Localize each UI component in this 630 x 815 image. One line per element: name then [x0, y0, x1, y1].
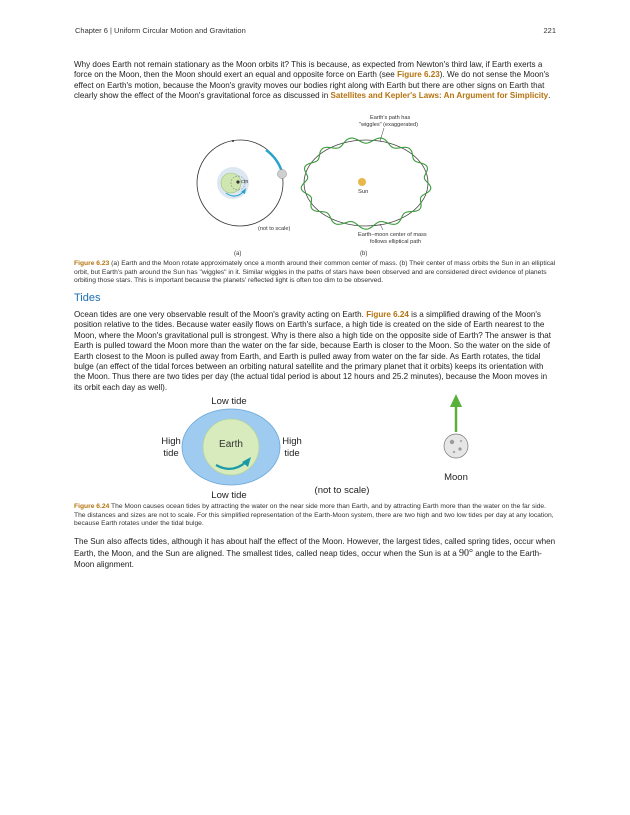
cm-marker	[236, 180, 239, 183]
figure-6-23-caption: Figure 6.23 (a) Earth and the Moon rotate approximately once a month around their common center of mass. (b) Their center of mass orbits the Sun in an elliptical orbit, but Earth's path around the Sun has "wiggles" in it. Similar wiggles in the paths of stars have been observed and are considered direct evidence of planets orbiting those stars. This is important because the planets' reflected light is often too dim to be observed.	[74, 260, 556, 285]
moon-sphere	[278, 170, 287, 179]
moon-orbit-marker	[232, 140, 234, 142]
satellites-kepler-link[interactable]: Satellites and Kepler's Laws: An Argument for Simplicity	[330, 91, 549, 101]
high-tide-left-label-2: tide	[163, 448, 179, 459]
sun-label: Sun	[358, 189, 369, 195]
moon-motion-arrowhead	[450, 394, 462, 407]
high-tide-right-label-2: tide	[284, 448, 300, 459]
earth-label: Earth	[219, 439, 243, 450]
not-to-scale-tides: (not to scale)	[314, 485, 370, 496]
figure-6-23-link[interactable]: Figure 6.23	[397, 70, 440, 80]
panel-a-label: (a)	[234, 251, 242, 257]
chapter-title: Chapter 6 | Uniform Circular Motion and Gravitation	[75, 26, 246, 35]
figure-6-24-caption-label: Figure 6.24	[74, 503, 110, 510]
low-tide-top-label: Low tide	[211, 396, 247, 407]
moon-orbit-arc	[266, 150, 282, 172]
moon-crater-2	[458, 447, 461, 450]
figure-6-24-link[interactable]: Figure 6.24	[366, 310, 409, 319]
ninety-degree-angle: 90°	[459, 547, 473, 559]
tides-paragraph: Ocean tides are one very observable result of the Moon's gravity acting on Earth. Figure 6.24 is a simplified drawing of the Moon's position relative to the tides. Because water easily flows on Earth's surface, a high tide is created on the side of Earth nearest to the Moon, where the Moon's gravitational pull is strongest. Why is there also a high tide on the opposite side of Earth? The answer is that Earth is pulled toward the Moon more than the water on the far side, because Earth is closer to the Moon. So the water on the side of Earth closest to the Moon is pulled away from Earth, and Earth is pulled away from water on the far side. As Earth rotates, the tidal bulge (an effect of the tidal forces between an orbiting natural satellite and the primary planet that it orbits) keeps its orientation with the Moon. Thus there are two tides per day (the actual tidal period is about 12 hours and 25.2 minutes), because the Moon moves in its orbit each day as well).	[74, 310, 551, 392]
figure-6-23-caption-label: Figure 6.23	[74, 260, 110, 267]
moon-crater-3	[453, 451, 455, 453]
cm-path-label-2: follows elliptical path	[370, 239, 421, 245]
moon-crater-4	[460, 440, 462, 442]
tides-section-title: Tides	[74, 292, 101, 304]
cm-elliptical-orbit	[304, 140, 428, 226]
high-tide-left-label-1: High	[161, 436, 181, 447]
moon-crater-1	[450, 440, 454, 444]
moon-label: Moon	[444, 472, 468, 483]
not-to-scale-a: (not to scale)	[258, 226, 291, 232]
earth-path-label-2: "wiggles" (exaggerated)	[359, 122, 419, 128]
panel-b-label: (b)	[360, 251, 368, 257]
earth-path-label-1: Earth's path has	[370, 115, 411, 121]
figure-6-24-caption: Figure 6.24 The Moon causes ocean tides by attracting the water on the near side more than Earth, and by attracting Earth more than the water on the far side. The distances and sizes are not to scale. For this simplified representation of the Earth-Moon system, there are two high and two low tides per day at any location, because Earth rotates under the tidal bulge.	[74, 503, 554, 528]
high-tide-right-label-1: High	[282, 436, 302, 447]
low-tide-bottom-label: Low tide	[211, 490, 247, 501]
sun-disc	[358, 178, 366, 186]
cm-label: cm	[241, 179, 249, 185]
page-number: 221	[543, 26, 556, 35]
cm-path-label-1: Earth–moon center of mass	[358, 232, 427, 238]
moon-body	[444, 434, 468, 458]
closing-paragraph: The Sun also affects tides, although it has about half the effect of the Moon. However, the largest tides, called spring tides, occur when Earth, the Moon, and the Sun are aligned. The smallest tides, called neap tides, occur when the Sun is at a 90° angle to the Earth-Moon alignment.	[74, 537, 556, 569]
earth-wiggle-path	[301, 138, 431, 229]
intro-paragraph: Why does Earth not remain stationary as the Moon orbits it? This is because, as expected from Newton's third law, if Earth exerts a force on the Moon, then the Moon should exert an equal and opposite force on Earth (see Figure 6.23). We do not sense the Moon's effect on Earth's motion, because the Moon's gravity moves our bodies right along with Earth but there are other signs on Earth that clearly show the effect of the Moon's gravitational force as discussed in Satellites and Kepler's Laws: An Argument for Simplicity.	[74, 60, 551, 101]
